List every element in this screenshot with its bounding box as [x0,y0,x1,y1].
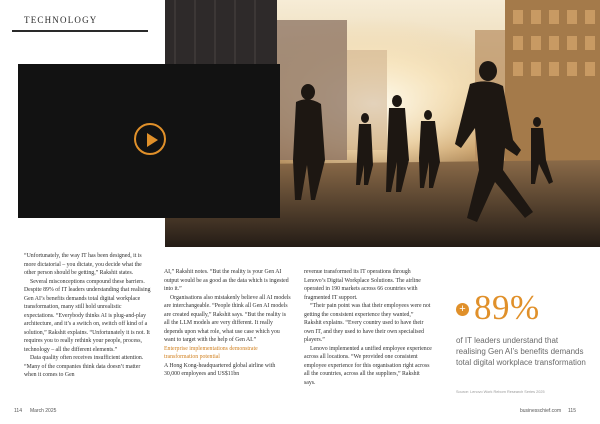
paragraph: A Hong Kong-headquartered global airline with 30,000 employees and US$11bn [164,362,276,377]
stat-source: Source: Lenovo Work Reborn Research Series 2025 [456,390,545,394]
plus-icon: + [456,303,469,316]
paragraph: “Unfortunately, the way IT has been designed, it is more dictatorial – you dictate, you decide what the other person should be getting,” Rakshit states. [24,253,142,276]
stat-value: 89% [474,288,540,327]
play-icon[interactable] [134,123,166,155]
paragraph: Data quality often receives insufficient attention. “Many of the companies think data doesn’t matter when it comes to Gen [24,355,144,378]
issue-date: March 2025 [30,408,57,414]
page-number-left: 114 [14,408,22,414]
article-column-2 [164,268,292,379]
paragraph: Several misconceptions compound these barriers. Despite 89% of IT leaders understanding that realising Gen AI’s benefits demands total digital workplace transformation, many still hold unrealistic expectations. “Everybody thinks AI is plug-and-play architecture, and it’s a switch on, switch off kind of a solution,” Rakshit explains. “Unfortunately it is not. It requires you to really rethink your people, process, technology – all the different elements.” [24,278,151,353]
section-label-text: TECHNOLOGY [24,15,98,25]
paragraph: “Their pain point was that their employees were not getting the consistent experience they wanted,” Rakshit explains. “Every country used to have their own IT, and they used to have their own specialised players.” [304,303,431,343]
paragraph: revenue transformed its IT operations through Lenovo’s Digital Workplace Solutions. The airline operated in 190 markets across 66 countries with fragmented IT support. [304,269,421,301]
site-link[interactable]: businesschief.com [520,408,562,414]
article-column-1 [24,252,152,380]
page-number-right: 115 [568,408,576,414]
paragraph: AI,” Rakshit notes. “But the reality is your Gen AI output would be as good as the data which is ingested into it.” [164,269,289,292]
paragraph: Lenovo implemented a unified employee experience across all locations. “We provided one consistent employee experience for this organisation right across all the countries, across all the suppliers,” Rakshit says. [304,345,432,386]
stat-text: of IT leaders understand that realising Gen AI’s benefits demands total digital workplace transformation [456,336,586,367]
article-column-3 [304,268,432,387]
paragraph: Organisations also mistakenly believe all AI models are interchangeable. “People think all Gen AI models are created equally,” Rakshit says. “But the reality is all the LLM models are very different. It really depends upon what role, what use case which you want to target with the help of Gen AI.” [164,294,291,343]
subheading: Enterprise implementations demonstrate transformation potential [164,345,258,360]
section-label [12,10,148,32]
